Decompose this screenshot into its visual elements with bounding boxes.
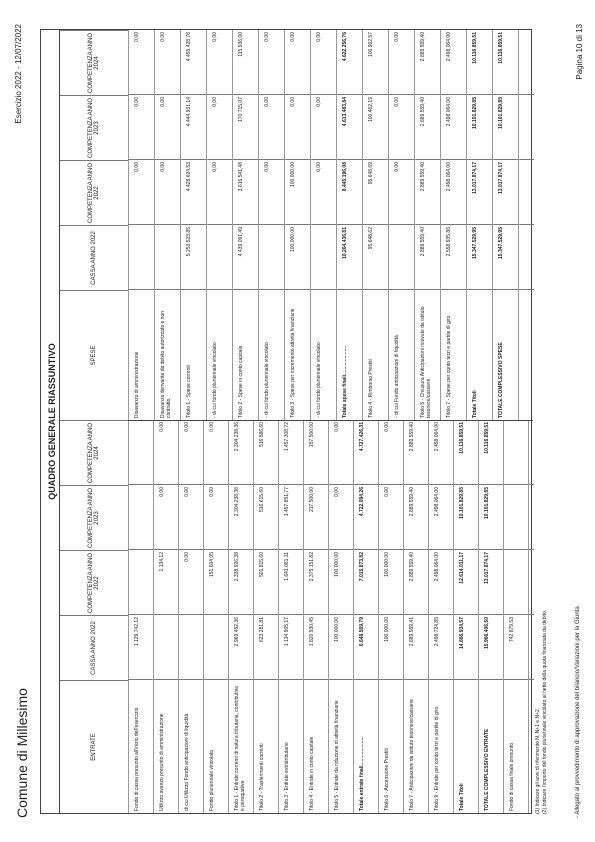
spese-cell: 170.715,07 (238, 97, 244, 123)
spese-row-divider (362, 30, 363, 420)
spese-row-divider (440, 30, 441, 420)
entrate-cell: 2.889.559,40 (409, 422, 415, 452)
entrate-row-divider (378, 421, 379, 813)
spese-header-divider (128, 30, 129, 420)
entrate-cell: 2.889.559,40 (409, 552, 415, 582)
spese-cell: 3.616.541,48 (238, 162, 244, 192)
spese-cell: 2.498.064,00 (446, 97, 452, 127)
spese-column-divider (128, 94, 534, 95)
spese-cell: 2.558.935,86 (446, 227, 452, 257)
spese-cell: Totale Titoli (472, 390, 478, 418)
spese-cell: 0,00 (394, 32, 400, 42)
entrate-row-divider (428, 421, 429, 813)
entrate-cell: Titolo 4 - Entrate in conto capitale (309, 736, 315, 811)
spese-header-1: CASSA ANNO 2022 (60, 225, 128, 290)
entrate-cell: 100.000,00 (384, 552, 390, 578)
spese-cell: Disavanzo derivante da debito autorizzato e non contratto (160, 310, 172, 418)
spese-cell: - di cui fondo pluriennale vincolato (316, 342, 322, 418)
spese-cell: 4.439.091,49 (238, 227, 244, 257)
entrate-cell: 1.641.081,11 (284, 552, 290, 581)
entrate-cell: 4.722.094,26 (359, 487, 365, 517)
spese-cell: 95.648,69 (368, 162, 374, 185)
entrate-cell: 10.101.829,85 (484, 487, 490, 519)
spese-row-divider (180, 30, 181, 420)
spese-row-divider (388, 30, 389, 420)
entrate-cell: 0,00 (209, 422, 215, 432)
spese-header-4: COMPETENZA ANNO 2024 (60, 30, 128, 95)
entrate-row-divider (178, 421, 179, 813)
entrate-cell: 15.966.406,50 (484, 617, 490, 649)
entrate-cell: 0,00 (334, 487, 340, 497)
spese-cell: 0,00 (316, 97, 322, 107)
entrate-cell: di cui Utilizzo Fondo anticipazioni di liquidità (184, 713, 190, 811)
entrate-header-3: COMPETENZA ANNO 2023 (60, 485, 128, 550)
entrate-cell: Totale Titoli (459, 783, 465, 811)
entrate-cell: 10.116.859,51 (459, 422, 465, 454)
entrate-cell: Fondo di cassa finale presunto (509, 742, 515, 811)
spese-cell: 0,00 (316, 32, 322, 42)
entrate-cell: 0,00 (334, 422, 340, 432)
spese-header-3: COMPETENZA ANNO 2023 (60, 95, 128, 160)
entrate-cell: Titolo 5 - Entrate da riduzione di attività finanziarie (334, 700, 340, 811)
spese-row-divider (206, 30, 207, 420)
spese-cell: Titolo 5 - Chiusura Anticipazioni ricevute da istituto tesoriere/cassiere (420, 306, 432, 418)
spese-row-divider (336, 30, 337, 420)
entrate-cell: 7.015.873,82 (359, 552, 365, 582)
spese-row-divider (232, 30, 233, 420)
spese-header-2: COMPETENZA ANNO 2022 (60, 160, 128, 225)
note-1: (1) Indicare gli anni di riferimento N, N+1 e N+2. (535, 707, 541, 814)
entrate-cell: 2.375.151,82 (309, 552, 315, 582)
entrate-cell: 2.338.926,38 (234, 552, 240, 582)
entrate-cell: 6.648.569,79 (359, 617, 365, 647)
entrate-cell: Titolo 6 - Accensione Prestiti (384, 748, 390, 811)
entrate-row-divider (478, 421, 479, 813)
entrate-cell: 0,00 (209, 487, 215, 497)
spese-cell: 2.889.559,40 (420, 162, 426, 192)
entrate-cell: 2.304.238,36 (234, 487, 240, 517)
entrate-row-divider (353, 421, 354, 813)
spese-section (59, 30, 533, 420)
entrate-cell: 1.457.851,77 (284, 487, 290, 517)
entrate-row-divider (453, 421, 454, 813)
entrate-cell: Titolo 7 - Anticipazioni da istituto tesoriere/cassiere (409, 698, 415, 811)
entrate-cell: 100.000,00 (334, 617, 340, 643)
spese-cell: 4.428.624,53 (186, 162, 192, 192)
spese-cell: 10.116.859,51 (472, 32, 478, 64)
spese-cell: 2.498.064,00 (446, 162, 452, 192)
spese-cell: 2.498.064,00 (446, 32, 452, 62)
entrate-row-divider (328, 421, 329, 813)
spese-header-0: SPESE (60, 290, 128, 420)
footer-page-number: Pagina 10 di 13 (575, 24, 584, 80)
entrate-row-divider (278, 421, 279, 813)
entrate-row-divider (403, 421, 404, 813)
spese-cell: 10.264.436,81 (342, 227, 348, 259)
entrate-header-0: ENTRATE (60, 680, 128, 813)
spese-cell: 100.000,00 (290, 227, 296, 253)
footer-left: - Allegato al provvedimento di approvazione del bilancio/Variazioni per la Giunta (575, 606, 581, 818)
entrate-cell: Fondo di cassa presunto all'inizio dell'esercizio (134, 707, 140, 811)
entrate-cell: Utilizzo avanzo presunto di amministrazione (159, 713, 165, 811)
entrate-cell: Titolo 9 - Entrate per conto terzi e partite di giro (434, 706, 440, 811)
entrate-cell: 2.498.064,00 (434, 487, 440, 517)
spese-cell: Titolo 7 - Spese per conto terzi e partite di giro (446, 315, 452, 418)
entrate-cell: 0,00 (184, 422, 190, 432)
entrate-cell: 0,00 (159, 422, 165, 432)
entrate-cell: 100.000,00 (384, 617, 390, 643)
spese-column-divider (128, 224, 534, 225)
spese-cell: 0,00 (394, 97, 400, 107)
entrate-cell: 14.666.934,57 (459, 617, 465, 649)
notes (535, 610, 549, 814)
entrate-cell: 2.498.724,85 (434, 617, 440, 647)
spese-cell: 0,00 (134, 162, 140, 172)
entrate-cell: 0,00 (384, 422, 390, 432)
entrate-row-divider (228, 421, 229, 813)
spese-cell: 2.889.559,40 (420, 32, 426, 62)
spese-cell: 0,00 (316, 162, 322, 172)
entrate-cell: 4.727.426,31 (359, 422, 365, 452)
entrate-cell: 0,00 (384, 487, 390, 497)
entrate-column-divider (128, 549, 534, 550)
entrate-header-4: COMPETENZA ANNO 2024 (60, 420, 128, 485)
entrate-cell: 516.586,60 (259, 422, 265, 448)
spese-row-divider (414, 30, 415, 420)
spese-cell: 100.000,00 (290, 162, 296, 188)
entrate-row-divider (203, 421, 204, 813)
spese-row-divider (258, 30, 259, 420)
spese-row-divider (284, 30, 285, 420)
entrate-row-divider (253, 421, 254, 813)
entrate-cell: 501.815,60 (259, 552, 265, 578)
spese-column-divider (128, 289, 534, 290)
spese-cell: 106.962,57 (368, 32, 374, 58)
spese-column-divider (128, 159, 534, 160)
spese-cell: 2.889.559,40 (420, 227, 426, 257)
entrate-cell: 516.615,60 (259, 487, 265, 513)
spese-cell: 0,00 (264, 162, 270, 172)
spese-cell: 0,00 (264, 32, 270, 42)
entrate-row-divider (503, 421, 504, 813)
entrate-header-1: CASSA ANNO 2022 (60, 615, 128, 680)
spese-row-divider (310, 30, 311, 420)
spese-cell: 95.648,62 (368, 227, 374, 250)
date-info: Esercizio 2022 - 12/07/2022 (14, 24, 23, 124)
spese-cell: 15.347.529,95 (472, 227, 478, 259)
spese-cell: Titolo 2 - Spese in conto capitale (238, 345, 244, 418)
spese-cell: 0,00 (160, 32, 166, 42)
entrate-cell: Totale entrate finali..................... (359, 736, 365, 811)
spese-cell: 0,00 (134, 97, 140, 107)
spese-cell: 0,00 (290, 97, 296, 107)
entrate-cell: Titolo 1 - Entrate correnti di natura tributaria, contributiva e perequativa (234, 686, 246, 811)
entrate-cell: 623.281,81 (259, 617, 265, 643)
spese-cell: Titolo 1 - Spese correnti (186, 365, 192, 418)
entrate-header-2: COMPETENZA ANNO 2022 (60, 550, 128, 615)
spese-cell: - di cui fondo pluriennale vincolato (212, 342, 218, 418)
entrate-column-divider (128, 614, 534, 615)
entrate-header-divider (128, 421, 129, 813)
municipality-title: Comune di Millesimo (14, 688, 30, 818)
spese-cell: 0,00 (160, 162, 166, 172)
spese-cell: 0,00 (264, 97, 270, 107)
spese-cell: 15.347.529,95 (498, 227, 504, 259)
entrate-cell: 1.820.930,45 (309, 617, 315, 647)
spese-row-divider (518, 30, 519, 420)
entrate-cell: 1.134.905,17 (284, 617, 290, 647)
entrate-cell: Titolo 3 - Entrate extratributarie (284, 742, 290, 811)
spese-cell: 4.444.931,14 (186, 97, 192, 127)
spese-cell: 8.445.196,08 (342, 162, 348, 192)
spese-cell: 4.622.256,76 (342, 32, 348, 62)
spese-cell: 100.462,19 (368, 97, 374, 123)
entrate-cell: 0,00 (184, 487, 190, 497)
entrate-cell: TOTALE COMPLESSIVO ENTRATE (484, 728, 490, 811)
spese-cell: 0,00 (160, 97, 166, 107)
entrate-cell: 217.500,00 (309, 487, 315, 513)
spese-cell: 5.253.533,85 (186, 227, 192, 257)
entrate-cell: 2.889.559,41 (409, 617, 415, 647)
entrate-cell: 100.000,00 (334, 552, 340, 578)
spese-cell: 10.116.859,51 (498, 32, 504, 64)
entrate-cell: 742.879,53 (509, 617, 515, 643)
spese-cell: 0,00 (212, 97, 218, 107)
spese-cell: 13.017.874,17 (472, 162, 478, 194)
spese-cell: TOTALE COMPLESSIVO SPESE (498, 342, 504, 418)
spese-row-divider (466, 30, 467, 420)
spese-cell: 0,00 (134, 32, 140, 42)
note-2: (2) Indicare l'importo del fondo pluriennale vincolato al netto della quota finanziata da debito. (542, 609, 548, 814)
entrate-section (59, 420, 533, 813)
entrate-cell: 10.101.829,85 (459, 487, 465, 519)
entrate-cell: Titolo 2 - Trasferimenti correnti (259, 743, 265, 811)
spese-cell: 0,00 (212, 32, 218, 42)
spese-cell: - di cui Fondo anticipazioni di liquidità (394, 335, 400, 418)
entrate-row-divider (153, 421, 154, 813)
spese-cell: 115.936,00 (238, 32, 244, 57)
entrate-row-divider (303, 421, 304, 813)
spese-cell: Totale spese finali..................... (342, 345, 348, 418)
entrate-cell: 13.017.874,17 (484, 552, 490, 584)
entrate-cell: 1.134,12 (159, 552, 165, 572)
entrate-cell: 2.498.064,00 (434, 422, 440, 452)
entrate-cell: 1.457.308,72 (284, 422, 290, 452)
entrate-column-divider (128, 679, 534, 680)
summary-table (40, 29, 532, 814)
entrate-cell: 10.116.859,51 (484, 422, 490, 454)
spese-cell: Titolo 3 - Spese per incremento attività finanziarie (290, 308, 296, 418)
spese-row-divider (154, 30, 155, 420)
entrate-cell: 2.304.238,36 (234, 422, 240, 452)
spese-cell: 13.017.874,17 (498, 162, 504, 194)
entrate-cell: 1.129.742,12 (134, 617, 140, 647)
spese-cell: 0,00 (290, 32, 296, 42)
spese-cell: Titolo 4 - Rimborso Prestiti (368, 359, 374, 418)
spese-cell: 10.101.829,85 (472, 97, 478, 129)
entrate-cell: 0,00 (184, 552, 190, 562)
entrate-column-divider (128, 484, 534, 485)
spese-cell: 0,00 (394, 162, 400, 172)
spese-cell: 4.455.428,76 (186, 32, 192, 62)
spese-cell: 0,00 (212, 162, 218, 172)
entrate-cell: 0,00 (159, 487, 165, 497)
entrate-cell: Fondo pluriennale vincolato (209, 749, 215, 811)
entrate-cell: 2.498.064,00 (434, 552, 440, 582)
entrate-cell: 2.969.452,36 (234, 617, 240, 647)
entrate-cell: 2.889.559,40 (409, 487, 415, 517)
entrate-cell: 157.500,00 (309, 422, 315, 448)
spese-row-divider (492, 30, 493, 420)
table-title: QUADRO GENERALE RIASSUNTIVO (47, 343, 57, 500)
spese-cell: Disavanzo di amministrazione (134, 351, 140, 418)
entrate-cell: 12.614.011,17 (459, 552, 465, 584)
entrate-row-divider (528, 421, 529, 813)
spese-cell: 4.613.483,84 (342, 97, 348, 127)
entrate-cell: 151.604,05 (209, 552, 215, 578)
spese-cell: 2.889.559,40 (420, 97, 426, 127)
spese-cell: - di cui fondo pluriennale vincolato (264, 342, 270, 418)
spese-cell: 10.101.829,85 (498, 97, 504, 129)
